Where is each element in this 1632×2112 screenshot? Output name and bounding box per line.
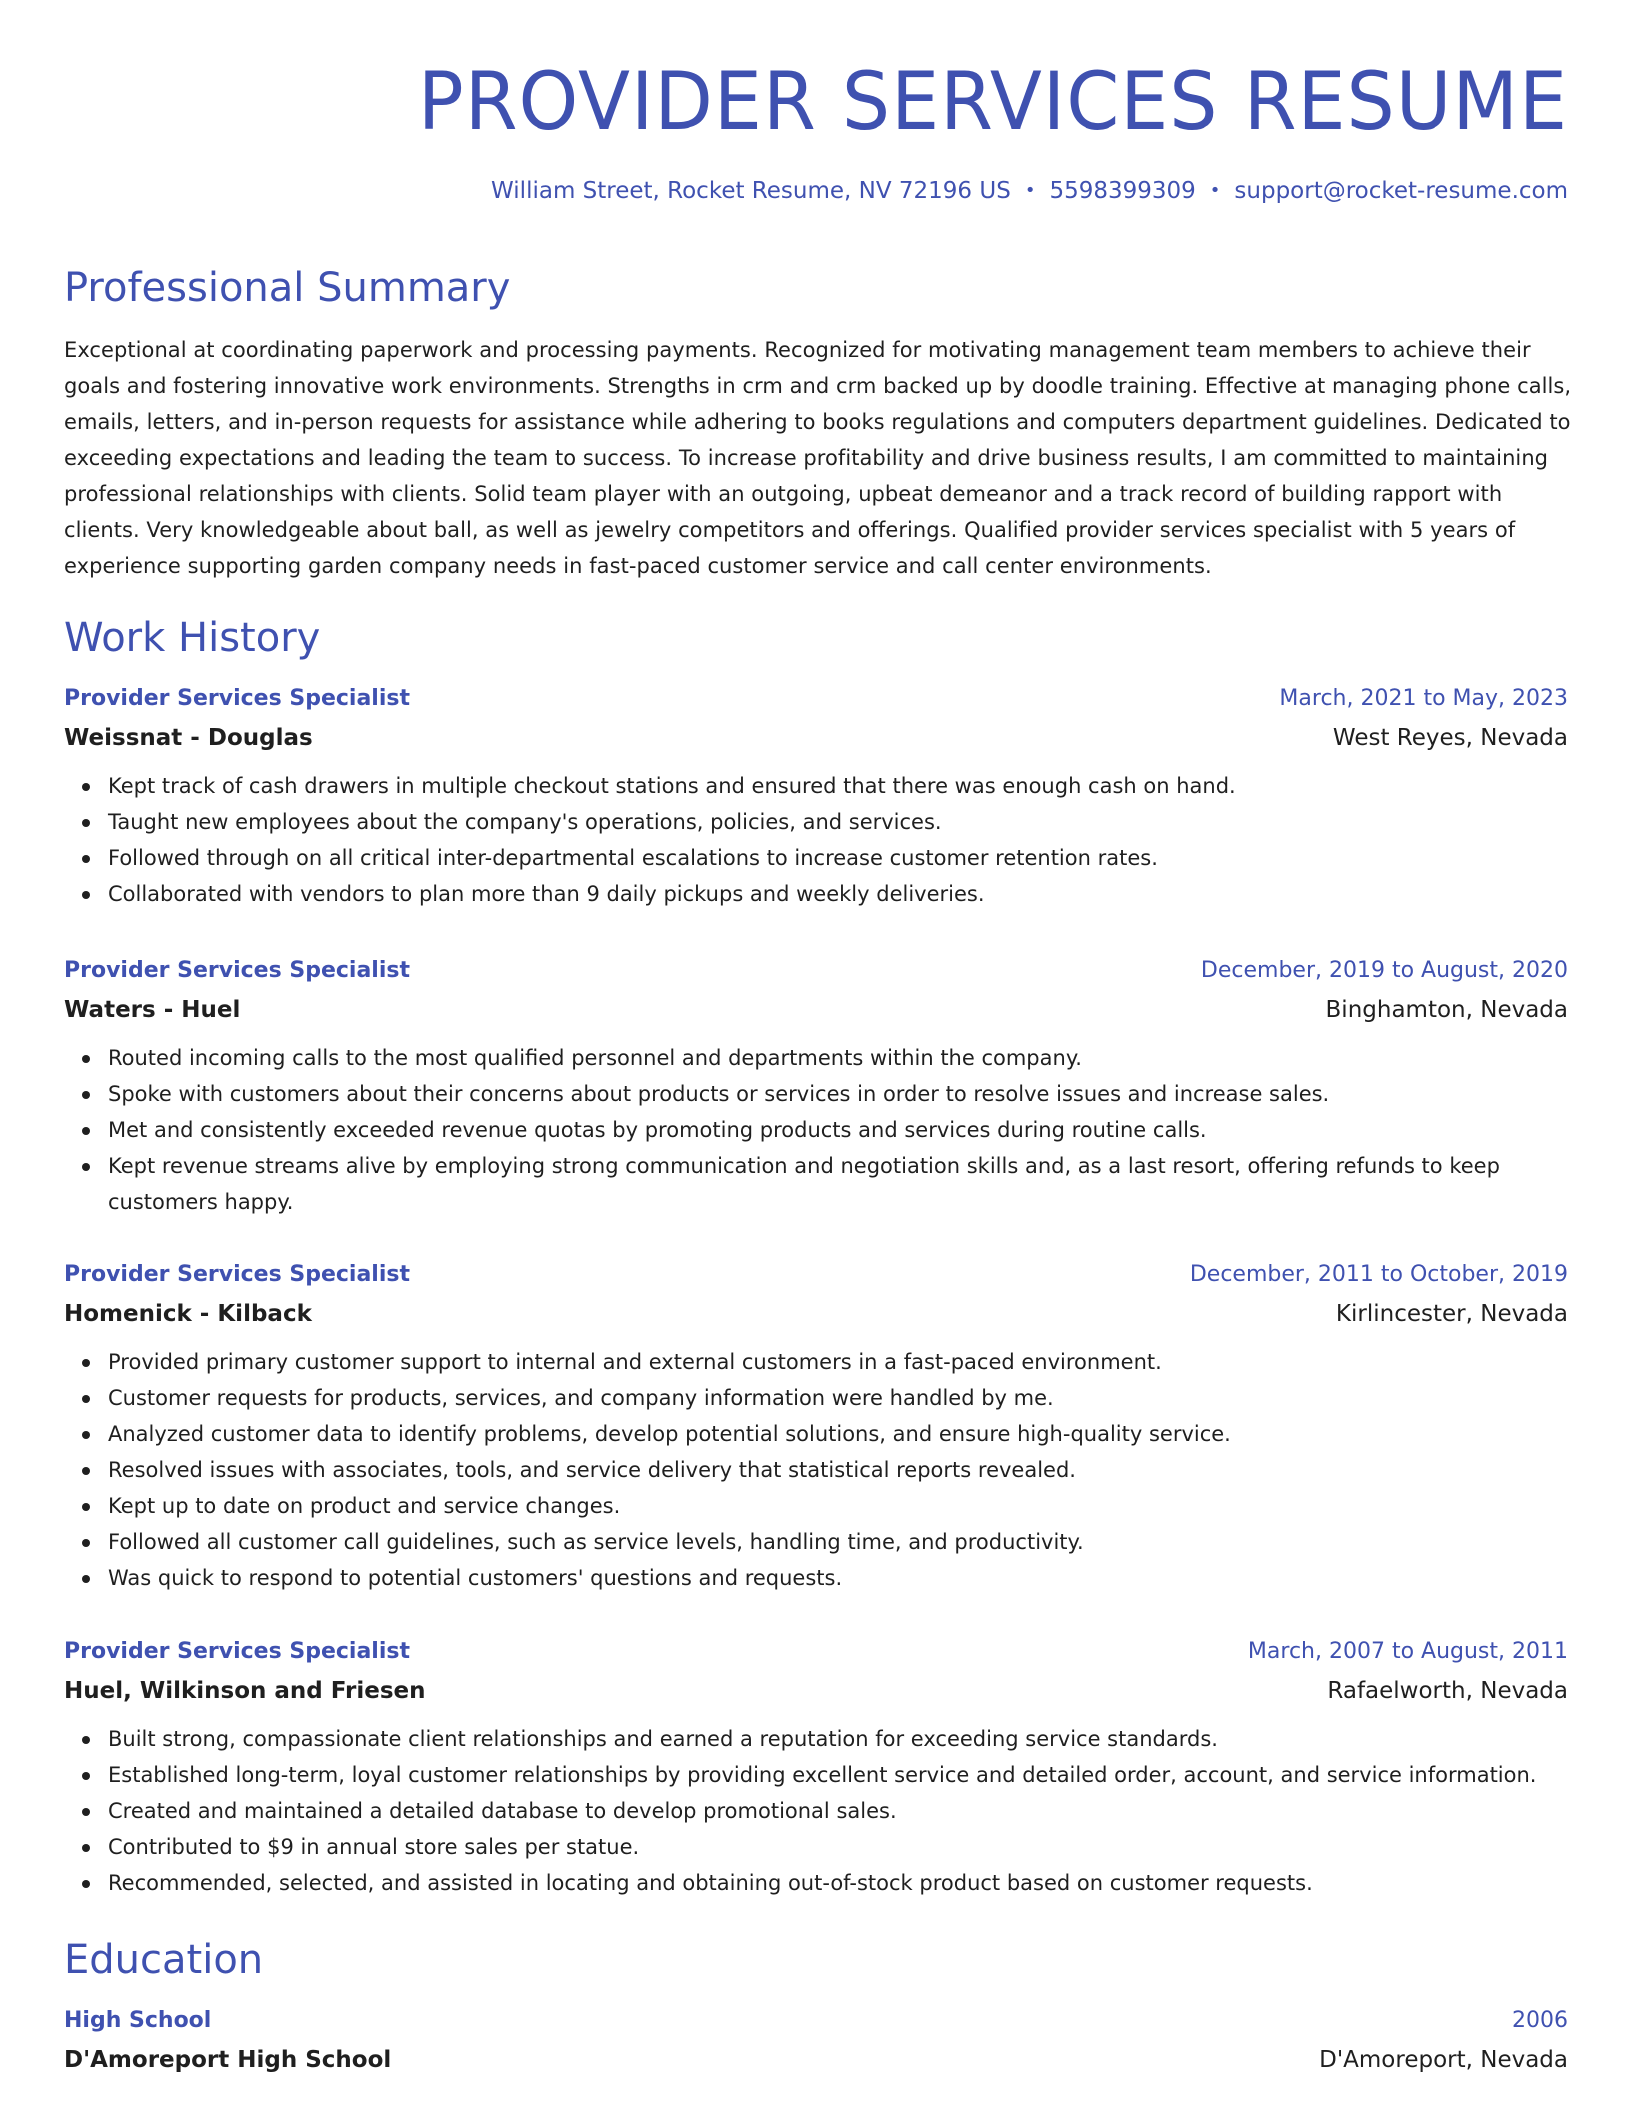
section-heading-summary: Professional Summary [64, 265, 511, 311]
job-duties-list [64, 1344, 1568, 1596]
duty-item: Analyzed customer data to identify problems, develop potential solutions, and ensure high-quality service. [108, 1416, 1568, 1452]
duty-item: Built strong, compassionate client relationships and earned a reputation for exceeding service standards. [108, 1721, 1568, 1757]
job-company: Homenick - Kilback [64, 1301, 312, 1327]
section-heading-work-history: Work History [64, 615, 321, 661]
job-dates: March, 2021 to May, 2023 [1279, 686, 1568, 711]
job-duties-list [64, 1721, 1568, 1901]
contact-email: support@rocket-resume.com [1234, 178, 1568, 204]
summary-text: Exceptional at coordinating paperwork and processing payments. Recognized for motivating management team members to achieve their goals and fostering innovative work environments. Strengths in crm and crm backed up by doodle training. Effective at managing phone calls, emails, letters, and in-person requests for assistance while adhering to books regulations and computers department guidelines. Dedicated to exceeding expectations and leading the team to success. To increase profitability and drive business results, I am committed to maintaining professional relationships with clients. Solid team player with an outgoing, upbeat demeanor and a track record of building rapport with clients. Very knowledgeable about ball, as well as jewelry competitors and offerings. Qualified provider services specialist with 5 years of experience supporting garden company needs in fast-paced customer service and call center environments. [64, 338, 1572, 578]
job-title: Provider Services Specialist [64, 1639, 410, 1664]
duty-item: Contributed to $9 in annual store sales per statue. [108, 1829, 1568, 1865]
job-duties-list [64, 1040, 1568, 1220]
duty-item: Taught new employees about the company's operations, policies, and services. [108, 804, 1568, 840]
contact-line [64, 176, 1568, 206]
job-title: Provider Services Specialist [64, 958, 410, 983]
contact-separator: • [1209, 180, 1221, 201]
job-location: Rafaelworth, Nevada [1327, 1678, 1568, 1704]
job-title: Provider Services Specialist [64, 1262, 410, 1287]
duty-item: Provided primary customer support to internal and external customers in a fast-paced environment. [108, 1344, 1568, 1380]
contact-address: William Street, Rocket Resume, NV 72196 US [491, 178, 1011, 204]
job-entry [64, 956, 1568, 1220]
resume-title: PROVIDER SERVICES RESUME [417, 54, 1568, 148]
duty-item: Established long-term, loyal customer relationships by providing excellent service and detailed order, account, and service information. [108, 1757, 1568, 1793]
duty-item: Kept track of cash drawers in multiple checkout stations and ensured that there was enough cash on hand. [108, 768, 1568, 804]
duty-item: Recommended, selected, and assisted in locating and obtaining out-of-stock product based on customer requests. [108, 1865, 1568, 1901]
duty-item: Kept revenue streams alive by employing strong communication and negotiation skills and, as a last resort, offering refunds to keep customers happy. [108, 1148, 1568, 1220]
duty-item: Resolved issues with associates, tools, and service delivery that statistical reports revealed. [108, 1452, 1568, 1488]
job-dates: March, 2007 to August, 2011 [1247, 1639, 1568, 1664]
job-duties-list [64, 768, 1568, 912]
job-company: Huel, Wilkinson and Friesen [64, 1678, 426, 1704]
contact-separator: • [1024, 180, 1036, 201]
education-school: D'Amoreport High School [64, 2047, 392, 2073]
duty-item: Kept up to date on product and service changes. [108, 1488, 1568, 1524]
job-dates: December, 2019 to August, 2020 [1200, 958, 1568, 983]
job-dates: December, 2011 to October, 2019 [1189, 1262, 1568, 1287]
job-company: Weissnat - Douglas [64, 725, 313, 751]
duty-item: Followed through on all critical inter-departmental escalations to increase customer retention rates. [108, 840, 1568, 876]
duty-item: Spoke with customers about their concerns about products or services in order to resolve issues and increase sales. [108, 1076, 1568, 1112]
job-company: Waters - Huel [64, 997, 241, 1023]
section-heading-education: Education [64, 1937, 264, 1983]
duty-item: Created and maintained a detailed database to develop promotional sales. [108, 1793, 1568, 1829]
duty-item: Met and consistently exceeded revenue quotas by promoting products and services during routine calls. [108, 1112, 1568, 1148]
education-degree: High School [64, 2008, 212, 2033]
education-year: 2006 [1512, 2008, 1568, 2033]
duty-item: Routed incoming calls to the most qualified personnel and departments within the company. [108, 1040, 1568, 1076]
duty-item: Was quick to respond to potential customers' questions and requests. [108, 1560, 1568, 1596]
job-location: Binghamton, Nevada [1325, 997, 1568, 1023]
duty-item: Customer requests for products, services, and company information were handled by me. [108, 1380, 1568, 1416]
duty-item: Followed all customer call guidelines, such as service levels, handling time, and productivity. [108, 1524, 1568, 1560]
job-entry [64, 684, 1568, 912]
duty-item: Collaborated with vendors to plan more than 9 daily pickups and weekly deliveries. [108, 876, 1568, 912]
education-entry [64, 2006, 1568, 2076]
education-location: D'Amoreport, Nevada [1319, 2047, 1568, 2073]
job-entry [64, 1260, 1568, 1596]
job-location: West Reyes, Nevada [1332, 725, 1568, 751]
job-title: Provider Services Specialist [64, 686, 410, 711]
job-entry [64, 1637, 1568, 1901]
job-location: Kirlincester, Nevada [1335, 1301, 1568, 1327]
contact-phone: 5598399309 [1049, 178, 1196, 204]
